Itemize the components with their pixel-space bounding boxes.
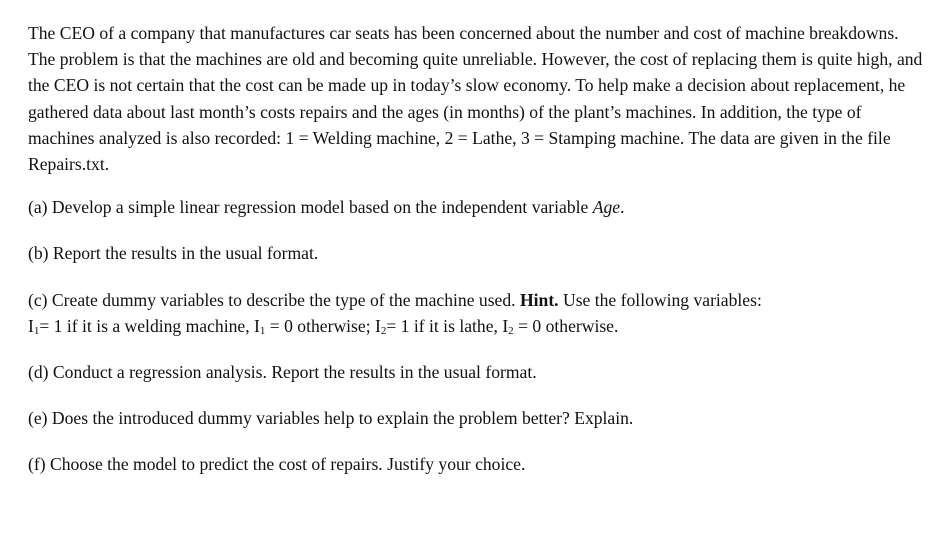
question-e: (e) Does the introduced dummy variables help to explain the problem better? Explain. (28, 408, 634, 429)
dummy-def-4: = 0 otherwise. (513, 315, 619, 336)
dummy-def-2: = 0 otherwise; (265, 315, 375, 336)
question-b: (b) Report the results in the usual format. (28, 243, 319, 264)
dummy-def-1: = 1 if it is a welding machine, (39, 315, 255, 336)
question-f: (f) Choose the model to predict the cost of repairs. Justify your choice. (28, 454, 526, 475)
question-a-variable: Age (592, 197, 621, 218)
hint-label: Hint. (519, 289, 559, 310)
dummy-var-i2-a: $I_2$ (374, 315, 387, 337)
question-c-after-hint: Use the following variables: (558, 289, 762, 310)
question-a-suffix: . (620, 197, 625, 218)
dummy-var-i2-b: $I_2$ (502, 315, 514, 337)
dummy-var-i1-b: $I_1$ (254, 315, 266, 337)
question-c (28, 287, 930, 339)
question-a (28, 194, 930, 220)
problem-statement: The CEO of a company that manufactures car seats has been concerned about the number and cost of machine breakdowns. The problem is that the machines are old and becoming quite unreliable. However, the cost of replacing them is quite high, and the CEO is not certain that the cost can be made up in today’s slow economy. To help make a decision about replacement, he gathered data about last month’s costs repairs and the ages (in months) of the plant’s machines. In addition, the type of machines analyzed is also recorded: 1 = Welding machine, 2 = Lathe, 3 = Stamping machine. The data are given in the file Repairs.txt. (28, 23, 923, 175)
question-c-prefix: (c) Create dummy variables to describe the type of the machine used. (28, 289, 520, 310)
dummy-var-i1-a: $I_1$ (28, 315, 40, 337)
question-a-prefix: (a) Develop a simple linear regression model based on the independent variable (28, 197, 593, 218)
question-d: (d) Conduct a regression analysis. Report the results in the usual format. (28, 362, 537, 383)
dummy-def-3: = 1 if it is lathe, (386, 315, 503, 336)
